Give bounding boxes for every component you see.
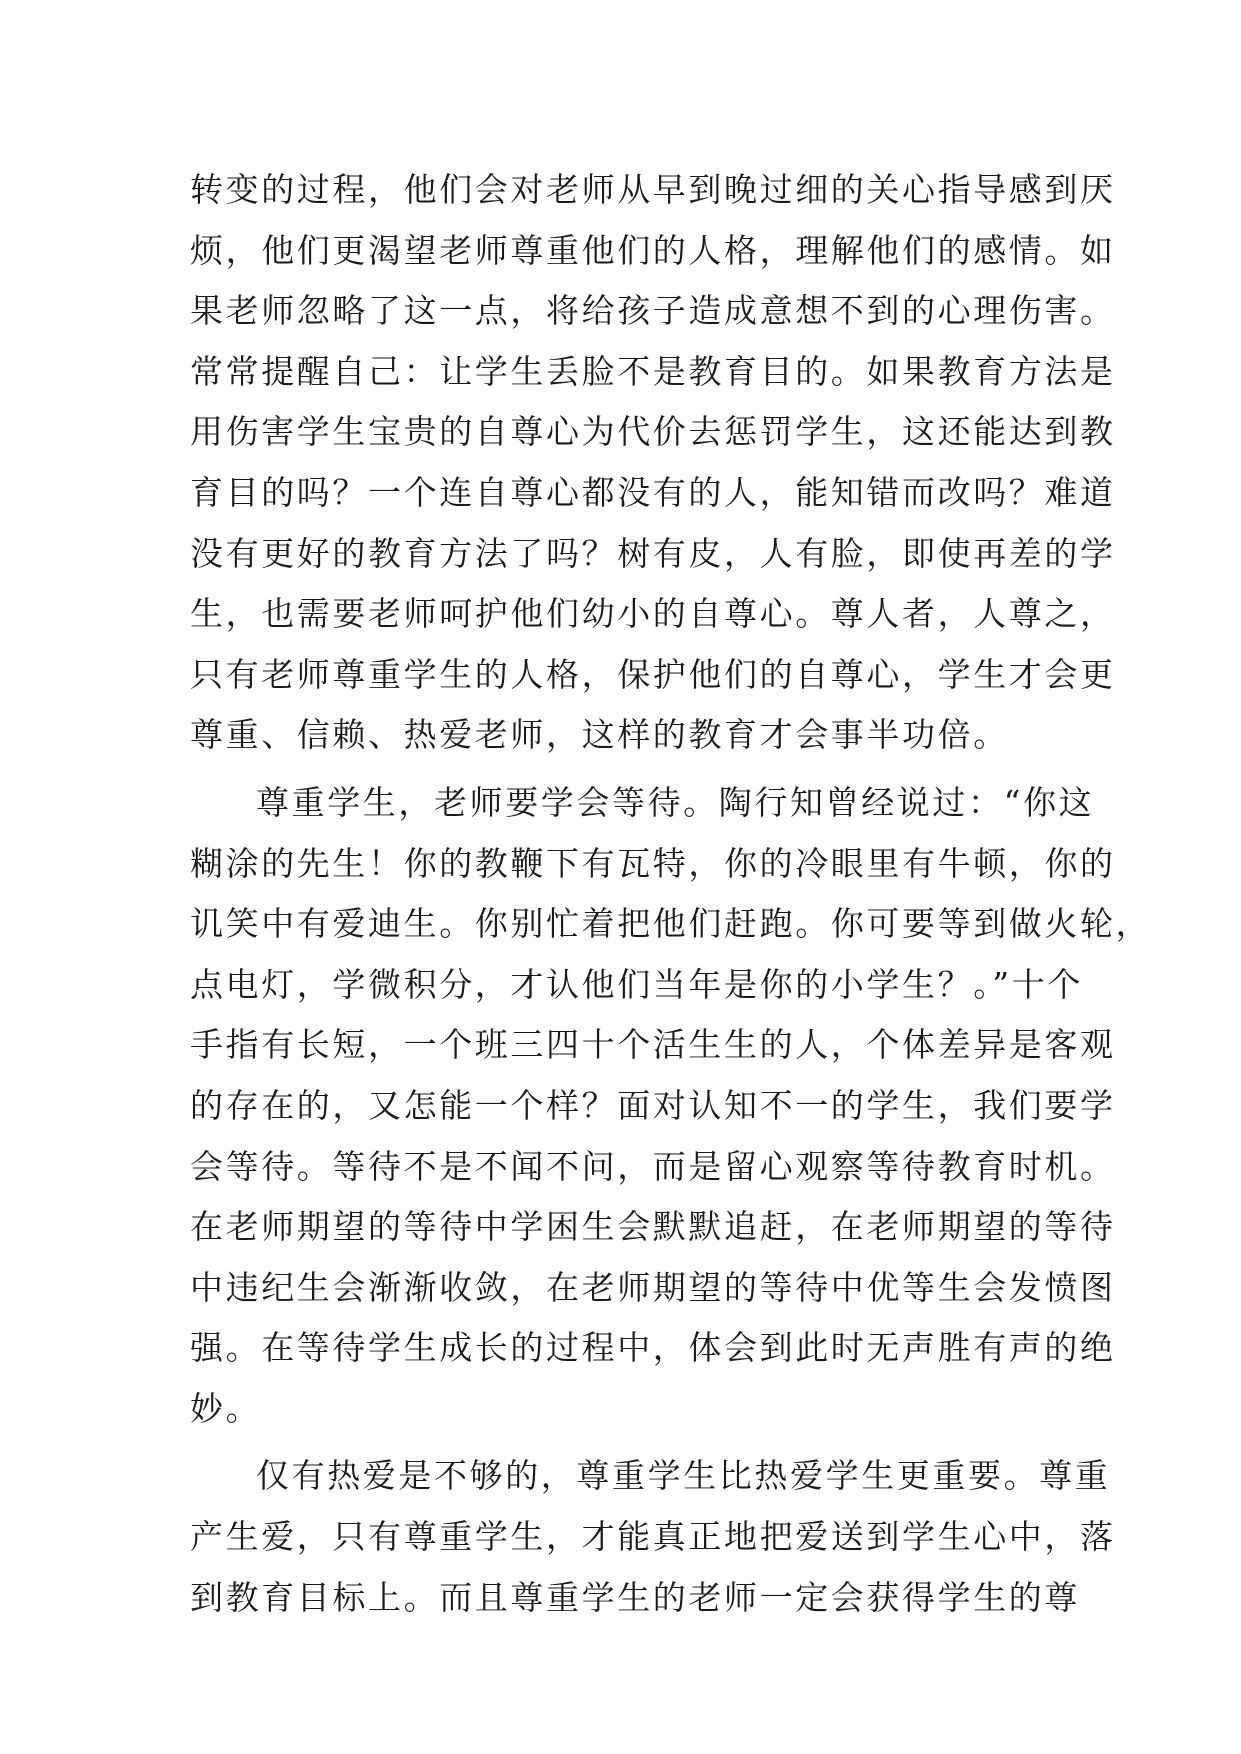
text-line: 用伤害学生宝贵的自尊心为代价去惩罚学生，这还能达到教 — [190, 412, 1116, 452]
text-line: 强。在等待学生成长的过程中，体会到此时无声胜有声的绝 — [190, 1328, 1116, 1368]
text-line: 果老师忽略了这一点，将给孩子造成意想不到的心理伤害。 — [190, 291, 1116, 331]
paragraph-2 — [190, 773, 1152, 1440]
text-line: 尊重学生，老师要学会等待。陶行知曾经说过：“你这 — [256, 782, 1095, 822]
text-line: 妙。 — [190, 1388, 262, 1428]
text-line: 产生爱，只有尊重学生，才能真正地把爱送到学生心中，落 — [190, 1517, 1116, 1557]
text-line: 在老师期望的等待中学困生会默默追赶，在老师期望的等待 — [190, 1207, 1116, 1247]
paragraph-1 — [190, 160, 1116, 766]
text-line: 只有老师尊重学生的人格，保护他们的自尊心，学生才会更 — [190, 654, 1116, 694]
text-line: 尊重、信赖、热爱老师，这样的教育才会事半功倍。 — [190, 715, 1009, 755]
text-line: 的存在的，又怎能一个样？面对认知不一的学生，我们要学 — [190, 1085, 1116, 1125]
text-line: 仅有热爱是不够的，尊重学生比热爱学生更重要。尊重 — [256, 1456, 1111, 1496]
text-line: 手指有长短，一个班三四十个活生生的人，个体差异是客观 — [190, 1025, 1116, 1065]
text-line: 常常提醒自己：让学生丢脸不是教育目的。如果教育方法是 — [190, 351, 1116, 391]
text-line: 点电灯，学微积分，才认他们当年是你的小学生？。”十个 — [190, 964, 1083, 1004]
text-line: 糊涂的先生！你的教鞭下有瓦特，你的冷眼里有牛顿，你的 — [190, 843, 1116, 883]
text-line: 到教育目标上。而且尊重学生的老师一定会获得学生的尊 — [190, 1577, 1080, 1617]
text-line: 没有更好的教育方法了吗？树有皮，人有脸，即使再差的学 — [190, 533, 1116, 573]
paragraph-gap — [190, 766, 1070, 773]
text-line: 育目的吗？一个连自尊心都没有的人，能知错而改吗？难道 — [190, 472, 1116, 512]
paragraph-3 — [190, 1446, 1116, 1628]
text-line: 烦，他们更渴望老师尊重他们的人格，理解他们的感情。如 — [190, 230, 1116, 270]
text-line: 转变的过程，他们会对老师从早到晚过细的关心指导感到厌 — [190, 170, 1116, 209]
text-line: 讥笑中有爱迪生。你别忙着把他们赶跑。你可要等到做火轮， — [190, 904, 1152, 944]
text-line: 生，也需要老师呵护他们幼小的自尊心。尊人者，人尊之， — [190, 594, 1116, 634]
paragraph-gap — [190, 1439, 1070, 1446]
body-text — [190, 160, 1152, 1628]
text-line: 会等待。等待不是不闻不问，而是留心观察等待教育时机。 — [190, 1146, 1116, 1186]
text-line: 中违纪生会渐渐收敛，在老师期望的等待中优等生会发愤图 — [190, 1267, 1116, 1307]
